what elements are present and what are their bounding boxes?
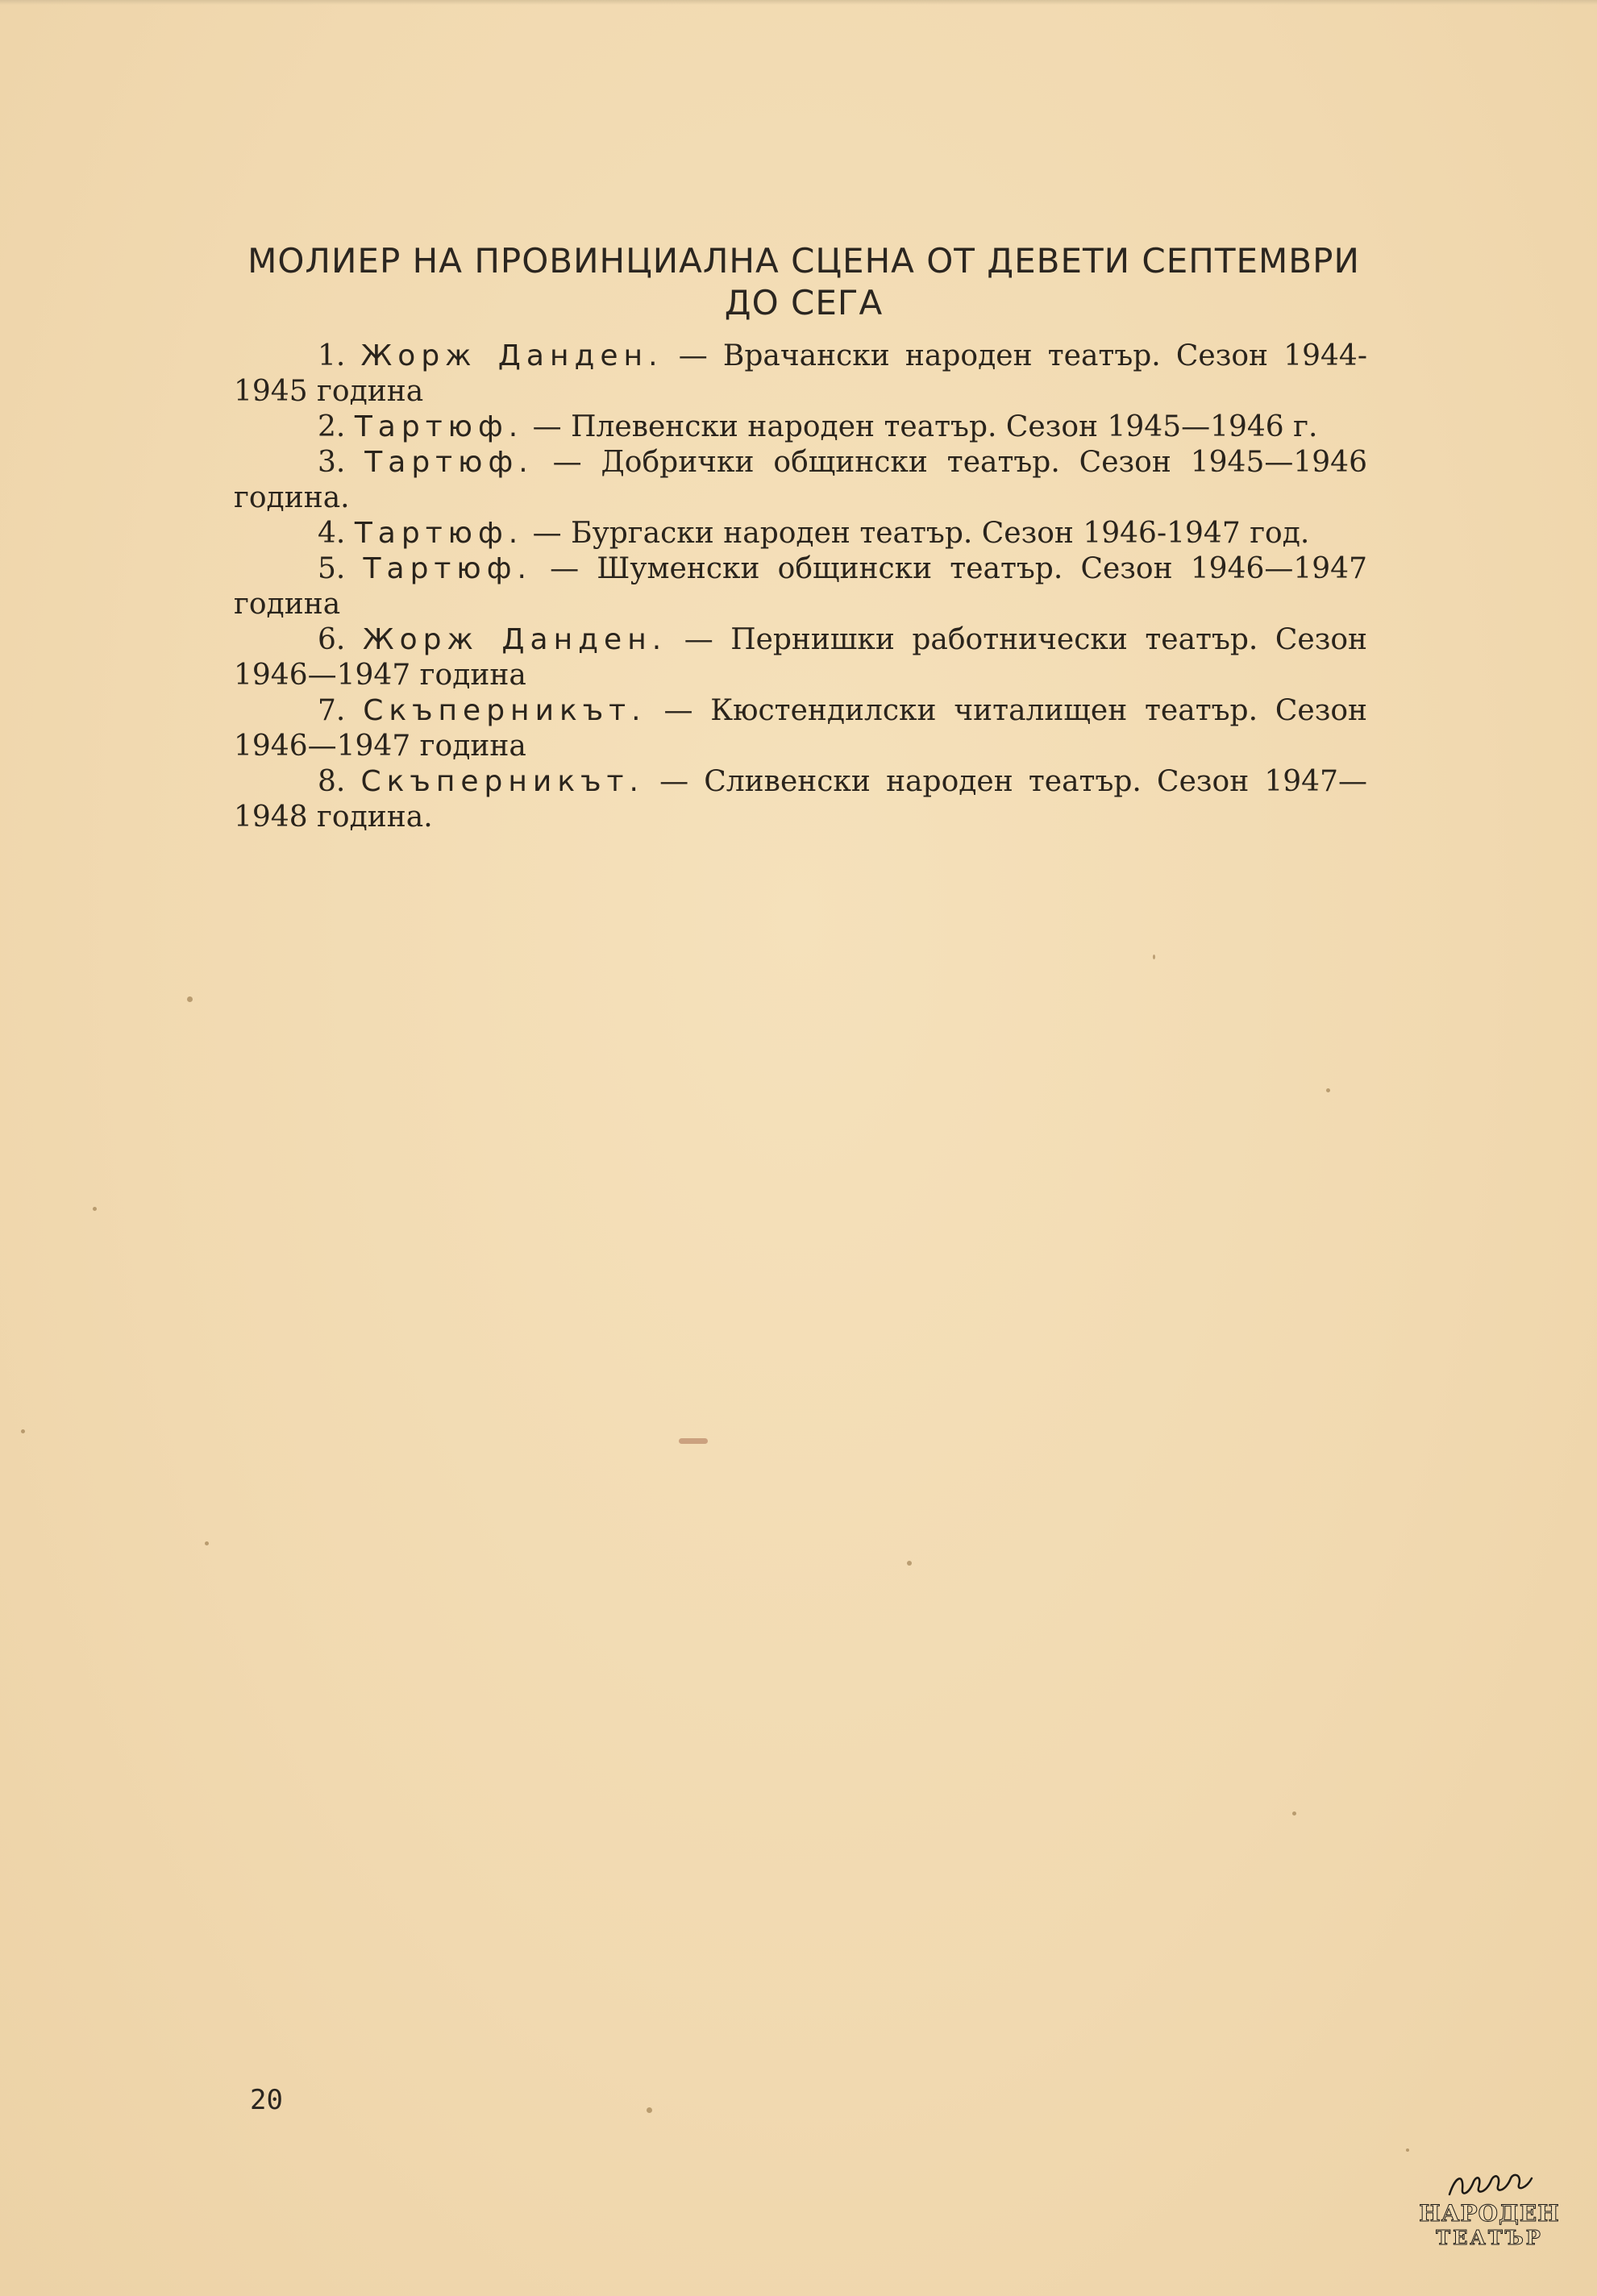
entry-number: 4. (318, 517, 346, 550)
entry-text: Пернишки работнически театър. Сезон 1946—1947 година (234, 623, 1368, 692)
entry-text: Добрички общински театър. Сезон 1945—1946 година. (234, 446, 1367, 514)
entry-play-title: Скъперникът. (360, 765, 644, 798)
entry-dash: — (552, 446, 582, 479)
entry-play-title: Тартюф. (354, 410, 524, 443)
entry-play-title: Тартюф. (363, 552, 532, 585)
paper-speck (1292, 1811, 1296, 1816)
entry-number: 5. (318, 552, 346, 585)
list-item (234, 516, 1367, 551)
document-title (232, 240, 1375, 324)
paper-speck (1153, 955, 1155, 959)
entry-play-title: Тартюф. (354, 517, 524, 550)
list-item (234, 339, 1367, 410)
list-item (234, 764, 1367, 835)
paper-speck (205, 1541, 209, 1545)
title-line-1: МОЛИЕР НА ПРОВИНЦИАЛНА СЦЕНА ОТ ДЕВЕТИ СЕПТЕМВРИ (247, 241, 1360, 281)
list-item (234, 693, 1367, 764)
entry-number: 1. (318, 339, 346, 372)
entry-dash: — (550, 552, 580, 585)
entry-number: 8. (318, 765, 346, 798)
entry-play-title: Тартюф. (364, 446, 534, 479)
entry-number: 3. (318, 446, 346, 479)
entry-play-title: Жорж Данден. (360, 339, 663, 372)
entry-text: Бургаски народен театър. Сезон 1946-1947 год. (571, 517, 1310, 550)
signature-icon-svg (1441, 2170, 1538, 2201)
paper-speck (907, 1561, 912, 1566)
paper-speck (187, 996, 193, 1002)
entry-text: Сливенски народен театър. Сезон 1947—1948 година. (234, 765, 1367, 834)
paper-speck (93, 1207, 97, 1211)
entry-dash: — (659, 765, 689, 798)
title-line-2: ДО СЕГА (724, 283, 884, 322)
list-item (234, 622, 1367, 693)
entry-play-title: Скъперникът. (363, 694, 647, 727)
logo-line-1: НАРОДЕН (1419, 2200, 1560, 2227)
entry-play-title: Жорж Данден. (362, 623, 667, 656)
performance-list (234, 339, 1367, 835)
entry-text: Врачански народен театър. Сезон 1944-1945 година (234, 339, 1367, 408)
entry-text: Кюстендилски читалищен театър. Сезон 1946—1947 година (234, 694, 1367, 763)
paper-speck (1326, 1088, 1330, 1092)
entry-dash: — (663, 694, 693, 727)
entry-text: Шуменски общински театър. Сезон 1946—1947 година (234, 552, 1367, 621)
entry-number: 6. (318, 623, 346, 656)
logo-line-2: ТЕАТЪР (1436, 2226, 1543, 2249)
paper-speck (679, 1438, 708, 1444)
page-top-edge (0, 0, 1597, 5)
paper-speck (647, 2107, 652, 2113)
entry-dash: — (678, 339, 708, 372)
page-number: 20 (250, 2084, 283, 2116)
theatre-logo (1415, 2170, 1564, 2267)
paper-speck (21, 1429, 25, 1433)
paper-speck (1406, 2148, 1409, 2152)
signature-icon (1415, 2170, 1564, 2201)
entry-dash: — (532, 410, 562, 443)
entry-dash: — (532, 517, 562, 550)
list-item (234, 551, 1367, 622)
entry-number: 2. (318, 410, 346, 443)
list-item (234, 445, 1367, 516)
entry-text: Плевенски народен театър. Сезон 1945—1946 г. (571, 410, 1318, 443)
entry-number: 7. (318, 694, 346, 727)
entry-dash: — (684, 623, 713, 656)
list-item (234, 410, 1367, 445)
